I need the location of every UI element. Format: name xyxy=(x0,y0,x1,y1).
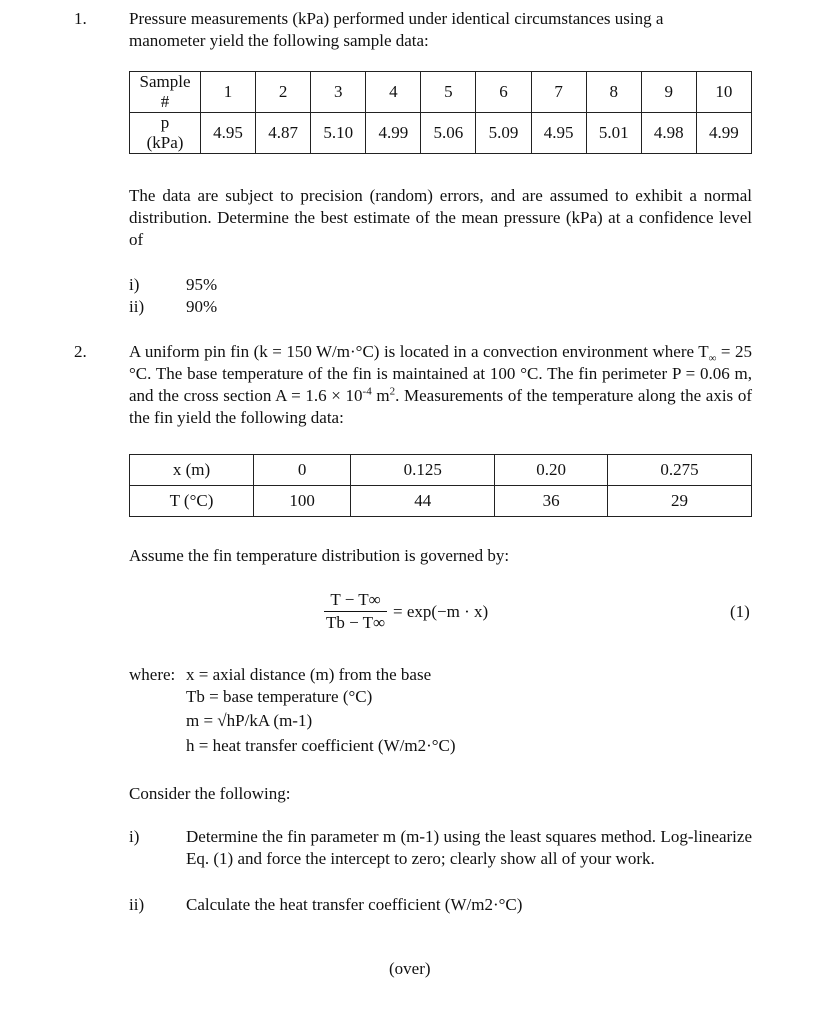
table-cell: 0 xyxy=(254,455,351,486)
table-cell: 29 xyxy=(607,486,751,517)
pressure-header-unit: (kPa) xyxy=(146,133,184,152)
q1-item-text-1: 95% xyxy=(186,275,218,294)
task-text-2: Calculate the heat transfer coefficient (W/m2·°C) xyxy=(186,895,523,914)
table-cell: 0.125 xyxy=(351,455,495,486)
table-cell: 36 xyxy=(495,486,608,517)
question-1-intro xyxy=(129,8,752,52)
table-cell: 5.10 xyxy=(311,113,366,154)
task-label-1: i) xyxy=(129,827,140,846)
exponent: 2 xyxy=(389,385,396,398)
table-cell: 4.95 xyxy=(531,113,586,154)
consider-text: Consider the following: xyxy=(129,784,291,803)
footer-over: (over) xyxy=(389,959,431,978)
intro-part-a: A uniform pin fin (k = 150 W/m·°C) is located in a convection environment where T xyxy=(129,342,709,361)
t-row xyxy=(130,486,752,517)
table-cell: 7 xyxy=(531,72,586,113)
assume-text: Assume the fin temperature distribution is governed by: xyxy=(129,546,510,565)
intro-line-2: manometer yield the following sample data: xyxy=(129,31,429,50)
table-cell: 4.99 xyxy=(366,113,421,154)
table-cell: 0.20 xyxy=(495,455,608,486)
infinity-subscript: ∞ xyxy=(708,352,717,365)
table-cell: 4.87 xyxy=(256,113,311,154)
exponent: -4 xyxy=(362,385,372,398)
question-1-body: The data are subject to precision (random) errors, and are assumed to exhibit a normal distribution. Determine the best estimate of the mean pressure (kPa) at a confidence level of xyxy=(129,186,752,249)
intro-part-b: = 25 °C. The base temperature of the fin is maintained at 100 °C. The fin perimeter P = 0.06 m, and the cross section A = 1.6 × 10 xyxy=(129,342,752,405)
table-cell: 5.09 xyxy=(476,113,531,154)
equation-fraction xyxy=(324,589,387,634)
equation-numerator: T − T∞ xyxy=(324,589,387,612)
pressure-header xyxy=(130,113,201,154)
table-cell: 9 xyxy=(641,72,696,113)
q1-item-text-2: 90% xyxy=(186,297,218,316)
where-item: h = heat transfer coefficient (W/m2·°C) xyxy=(186,736,456,755)
table-cell: 3 xyxy=(311,72,366,113)
intro-part-c: m xyxy=(371,386,390,405)
where-item: m = √hP/kA (m-1) xyxy=(186,711,313,730)
x-header: x (m) xyxy=(130,455,254,486)
table-cell: 4.99 xyxy=(696,113,751,154)
intro-part-d: . Measurements of the temperature along the axis of the fin yield the following data: xyxy=(129,386,752,427)
table-cell: 44 xyxy=(351,486,495,517)
table-cell: 5.01 xyxy=(586,113,641,154)
t-header: T (°C) xyxy=(130,486,254,517)
where-prefix: where: xyxy=(129,665,176,684)
equation-rhs: = exp(−m · x) xyxy=(393,602,489,621)
table-cell: 4 xyxy=(366,72,421,113)
table-cell: 6 xyxy=(476,72,531,113)
table-cell: 8 xyxy=(586,72,641,113)
sample-header-word: Sample xyxy=(139,72,191,91)
equation-denominator: Tb − T∞ xyxy=(326,613,386,632)
fin-temperature-table xyxy=(129,454,752,517)
pressure-header-symbol: p xyxy=(160,113,170,132)
where-item: x = axial distance (m) from the base xyxy=(186,665,432,684)
table-cell: 10 xyxy=(696,72,751,113)
q1-item-label-2: ii) xyxy=(129,297,145,316)
question-2-intro xyxy=(129,341,752,429)
question-1-number: 1. xyxy=(74,9,87,28)
table-cell: 5 xyxy=(421,72,476,113)
question-2-number: 2. xyxy=(74,342,87,361)
table-cell: 2 xyxy=(256,72,311,113)
intro-line-1: Pressure measurements (kPa) performed under identical circumstances using a xyxy=(129,9,664,28)
equation-number: (1) xyxy=(730,602,750,621)
task-label-2: ii) xyxy=(129,895,145,914)
sample-row xyxy=(130,72,752,113)
table-cell: 100 xyxy=(254,486,351,517)
sample-header xyxy=(130,72,201,113)
sample-header-hash: # xyxy=(160,92,170,111)
x-row xyxy=(130,455,752,486)
pressure-sample-table xyxy=(129,71,752,154)
table-cell: 1 xyxy=(201,72,256,113)
table-cell: 4.98 xyxy=(641,113,696,154)
where-item: Tb = base temperature (°C) xyxy=(186,687,373,706)
task-text-1: Determine the fin parameter m (m-1) using the least squares method. Log-linearize Eq. (1) and force the intercept to zero; clearly show all of your work. xyxy=(186,827,752,868)
table-cell: 4.95 xyxy=(201,113,256,154)
table-cell: 0.275 xyxy=(607,455,751,486)
pressure-row xyxy=(130,113,752,154)
q1-item-label-1: i) xyxy=(129,275,140,294)
table-cell: 5.06 xyxy=(421,113,476,154)
